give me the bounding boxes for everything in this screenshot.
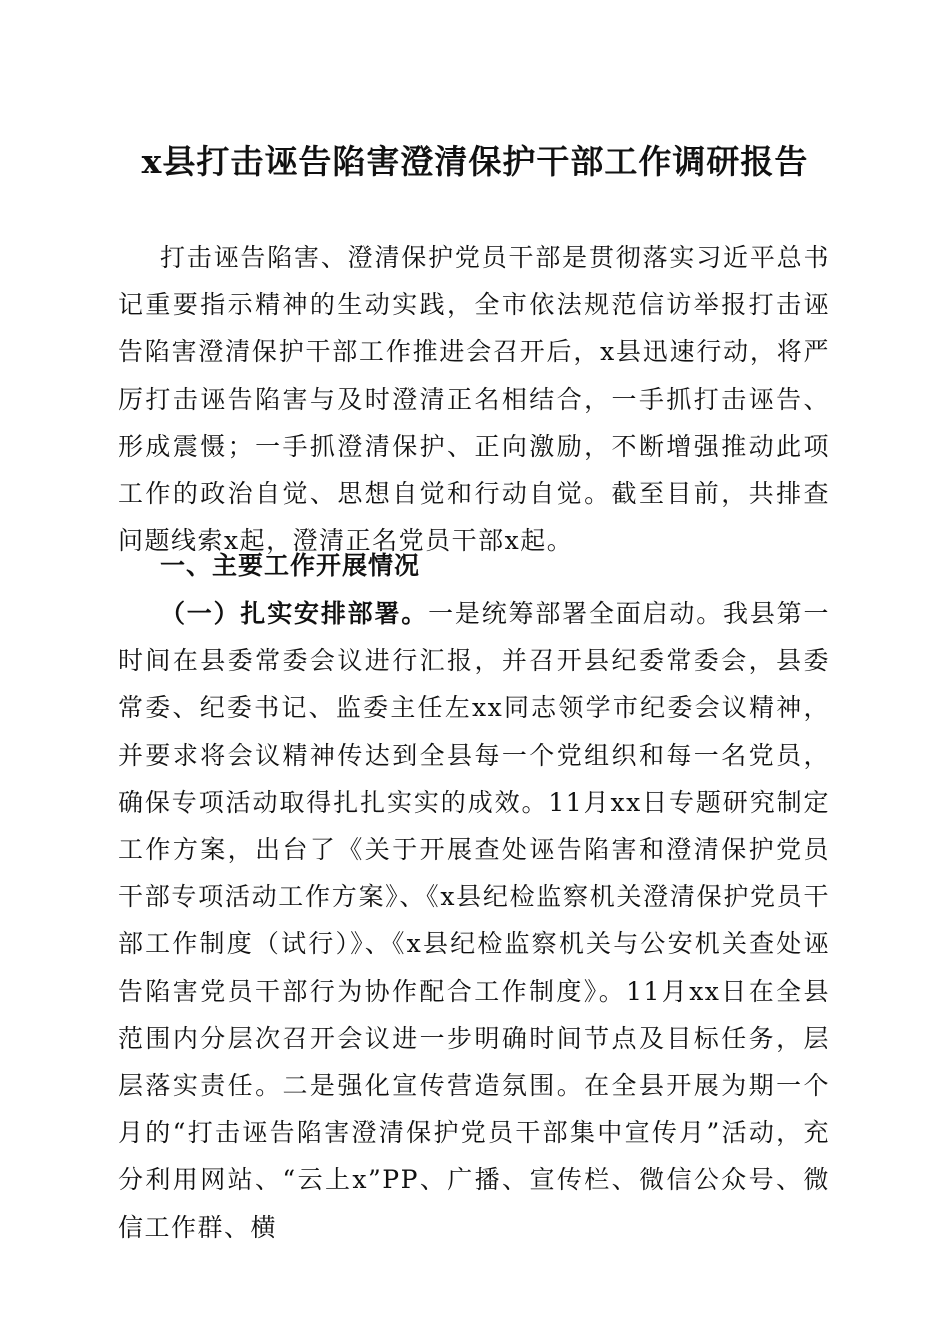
- subsection-paragraph: [118, 590, 830, 1251]
- subsection-label: （一）扎实安排部署。: [160, 599, 429, 628]
- section-heading: 一、主要工作开展情况: [160, 551, 421, 580]
- intro-paragraph: 打击诬告陷害、澄清保护党员干部是贯彻落实习近平总书记重要指示精神的生动实践，全市依法规范信访举报打击诬告陷害澄清保护干部工作推进会召开后，x县迅速行动，将严厉打击诬告陷害与及时澄清正名相结合，一手抓打击诬告、形成震慑；一手抓澄清保护、正向激励，不断增强推动此项工作的政治自觉、思想自觉和行动自觉。截至目前，共排查问题线索x起，澄清正名党员干部x起。: [118, 243, 830, 556]
- document-title: x县打击诬告陷害澄清保护干部工作调研报告: [141, 142, 809, 181]
- subsection-body: 一是统筹部署全面启动。我县第一时间在县委常委会议进行汇报，并召开县纪委常委会，县委常委、纪委书记、监委主任左xx同志领学市纪委会议精神，并要求将会议精神传达到全县每一个党组织和每一名党员，确保专项活动取得扎扎实实的成效。11月xx日专题研究制定工作方案，出台了《关于开展查处诬告陷害和澄清保护党员干部专项活动工作方案》、《x县纪检监察机关澄清保护党员干部工作制度（试行）》、《x县纪检监察机关与公安机关查处诬告陷害党员干部行为协作配合工作制度》。11月xx日在全县范围内分层次召开会议进一步明确时间节点及目标任务，层层落实责任。二是强化宣传营造氛围。在全县开展为期一个月的“打击诬告陷害澄清保护党员干部集中宣传月”活动，充分利用网站、“云上x”PP、广播、宣传栏、微信公众号、微信工作群、横: [118, 599, 830, 1242]
